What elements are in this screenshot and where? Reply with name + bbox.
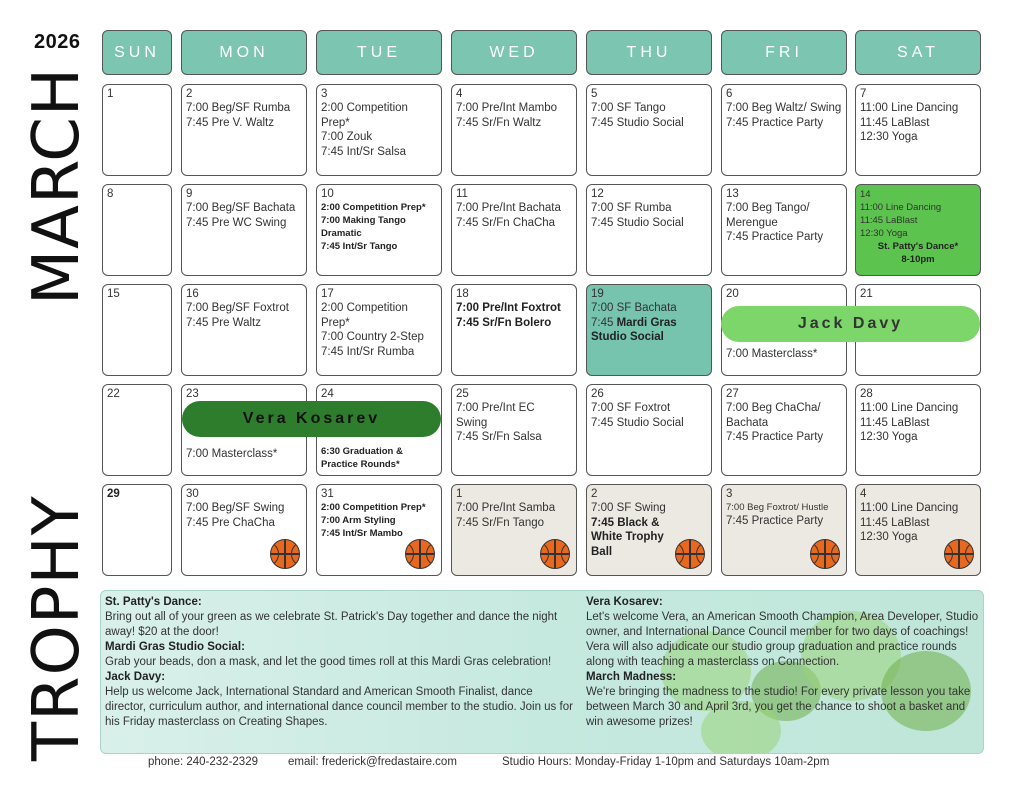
event-notes-panel [100,590,984,754]
day-cell-mar-16[interactable] [181,284,307,376]
event-item: 11:00 Line Dancing [860,102,959,114]
event-item: 7:45 Sr/Fn ChaCha [456,216,556,229]
event-item: 7:00 Beg/SF Foxtrot [186,302,289,314]
notes-left-column [105,595,575,730]
day-cell-mar-19[interactable] [586,284,712,376]
day-cell-apr-4[interactable] [855,484,981,576]
event-item: 2:00 Competition Prep* [321,302,408,329]
footer-email: email: frederick@fredastaire.com [288,756,457,768]
basketball-icon [270,539,300,569]
day-cell-mar-29[interactable] [102,484,172,576]
day-cell-mar-7[interactable] [855,84,981,176]
day-number: 23 [186,388,199,400]
event-item: 7:00 Beg Tango/ Merengue [726,202,810,229]
day-cell-mar-13[interactable] [721,184,847,276]
day-number: 15 [107,288,120,300]
year-label: 2026 [34,31,81,53]
event-item: 7:00 SF Foxtrot [591,402,671,414]
event-item: 2:00 Competition Prep* [321,502,426,513]
event-item: 11:45 LaBlast [860,116,930,129]
basketball-icon [810,539,840,569]
day-number: 5 [591,88,598,100]
day-header-sat: SAT [855,30,981,75]
day-number: 16 [186,288,199,300]
day-number: 24 [321,388,334,400]
guest-banner-jack-davy: Jack Davy [721,306,980,342]
day-number: 28 [860,388,873,400]
note-body: Grab your beads, don a mask, and let the good times roll at this Mardi Gras celebration! [105,656,552,668]
event-item: 7:00 Beg Waltz/ Swing [726,102,842,114]
day-header-mon: MON [181,30,307,75]
event-item: 7:45 Sr/Fn Tango [456,516,545,529]
day-cell-mar-26[interactable] [586,384,712,476]
note-title: March Madness: [586,671,677,683]
day-number: 13 [726,188,739,200]
day-cell-mar-11[interactable] [451,184,577,276]
basketball-icon [540,539,570,569]
basketball-icon [944,539,974,569]
day-number: 9 [186,188,193,200]
day-number: 26 [591,388,604,400]
day-cell-mar-6[interactable] [721,84,847,176]
event-item: 7:00 Masterclass* [726,348,818,360]
event-item: 7:00 Country 2-Step [321,331,424,343]
event-item: 7:00 Beg ChaCha/ Bachata [726,402,821,429]
note-body: Help us welcome Jack, International Standard and American Smooth Finalist, dance director, curriculum author, and international dance council member to the studio. Join us for his Friday masterclass on Creating Shapes. [105,686,573,728]
event-item: 11:00 Line Dancing [860,402,959,414]
day-number: 20 [726,288,739,300]
day-number: 14 [860,189,871,200]
day-cell-apr-3[interactable] [721,484,847,576]
day-number: 3 [321,88,328,100]
guest-banner-vera-kosarev: Vera Kosarev [182,401,441,437]
event-item: 7:45 Studio Social [591,216,684,229]
day-number: 2 [591,488,598,500]
day-header-fri: FRI [721,30,847,75]
day-number: 27 [726,388,739,400]
event-item: 11:45 LaBlast [860,215,918,226]
event-item: 7:45 Studio Social [591,416,684,429]
day-number: 10 [321,188,334,200]
event-item: 12:30 Yoga [860,431,918,443]
event-item: 7:45 Studio Social [591,116,684,129]
note-title: Vera Kosarev: [586,596,663,608]
event-item: 7:45 Sr/Fn Bolero [456,316,552,329]
day-cell-mar-30[interactable] [181,484,307,576]
event-item: 7:00 Masterclass* [186,448,278,460]
day-number: 6 [726,88,733,100]
event-item: 7:00 SF Bachata [591,302,677,314]
event-item: 7:45 Practice Party [726,515,824,527]
day-header-tue: TUE [316,30,442,75]
day-number: 19 [591,288,604,300]
day-number: 12 [591,188,604,200]
special-event-item [591,316,707,345]
event-item: 7:45 Int/Sr Rumba [321,345,415,358]
day-cell-mar-8[interactable] [102,184,172,276]
event-item: 7:00 Beg/SF Rumba [186,102,291,114]
brand-title: TROPHY [20,495,94,761]
event-item: 7:45 Sr/Fn Waltz [456,116,542,129]
day-header-wed: WED [451,30,577,75]
day-number: 22 [107,388,120,400]
event-item: 7:00 Beg/SF Swing [186,502,285,514]
event-item: 7:00 Making Tango Dramatic [321,215,406,239]
special-event-title: St. Patty's Dance* [877,241,959,252]
event-item: 11:45 LaBlast [860,516,930,529]
day-cell-mar-15[interactable] [102,284,172,376]
event-item: 7:45 Pre V. Waltz [186,116,274,129]
day-cell-mar-31[interactable] [316,484,442,576]
event-item: 7:00 Zouk [321,131,373,143]
day-cell-mar-27[interactable] [721,384,847,476]
day-number: 17 [321,288,334,300]
event-item: 7:00 Pre/Int EC Swing [456,402,535,429]
note-title: Mardi Gras Studio Social: [105,641,245,653]
day-header-sun: SUN [102,30,172,75]
note-body: Bring out all of your green as we celebrate St. Patrick's Day together and dance the night away! $20 at the door! [105,611,558,638]
day-number: 21 [860,288,873,300]
day-cell-mar-12[interactable] [586,184,712,276]
note-title: Jack Davy: [105,671,166,683]
event-item: 12:30 Yoga [860,131,918,143]
day-cell-mar-5[interactable] [586,84,712,176]
day-cell-mar-25[interactable] [451,384,577,476]
event-item: 7:45 Int/Sr Tango [321,241,398,252]
day-number: 4 [456,88,463,100]
event-item: 7:45 Pre WC Swing [186,216,287,229]
special-event-time: 7:45 [591,316,617,329]
event-item: 7:00 Arm Styling [321,515,396,526]
note-body: Let's welcome Vera, an American Smooth Champion, Area Developer, Studio owner, and International Dance Council member for two days of coachings! Vera will also adjudicate our studio group graduation and practice rounds along with teaching a masterclass on Connection. [586,611,979,668]
basketball-icon [405,539,435,569]
event-item: 7:45 Int/Sr Mambo [321,528,403,539]
event-item: 11:45 LaBlast [860,416,930,429]
day-cell-mar-2[interactable] [181,84,307,176]
event-item: 7:45 Pre ChaCha [186,516,275,529]
day-cell-apr-2[interactable] [586,484,712,576]
event-item: 7:45 Practice Party [726,231,824,243]
day-number: 7 [860,88,867,100]
event-item: 7:00 Pre/Int Mambo [456,102,557,114]
special-event-time: 8-10pm [901,254,935,265]
day-cell-mar-18[interactable] [451,284,577,376]
day-cell-mar-10[interactable] [316,184,442,276]
note-title: St. Patty's Dance: [105,596,202,608]
event-item: 7:00 Pre/Int Bachata [456,202,561,214]
event-item: 7:45 Int/Sr Salsa [321,145,407,158]
event-item: 12:30 Yoga [860,531,918,543]
day-number: 1 [107,88,114,100]
day-cell-mar-28[interactable] [855,384,981,476]
event-item: 11:00 Line Dancing [860,202,942,213]
event-item: 7:00 SF Swing [591,502,666,514]
event-item: 7:00 SF Tango [591,102,666,114]
day-number: 11 [456,188,468,200]
note-body: We're bringing the madness to the studio! For every private lesson you take between March 30 and April 3rd, you get the chance to shoot a basket and win awesome prizes! [586,686,971,728]
day-number: 4 [860,488,867,500]
special-event-title: Mardi Gras Studio Social [591,316,677,343]
day-number: 31 [321,488,334,500]
event-item: 7:45 Practice Party [726,116,824,129]
day-number: 18 [456,288,469,300]
day-number: 29 [107,488,120,500]
day-number: 8 [107,188,114,200]
event-item: 7:00 Beg Foxtrot/ Hustle [726,502,829,513]
day-number: 25 [456,388,469,400]
day-cell-mar-4[interactable] [451,84,577,176]
event-item: 7:45 Black & White Trophy Ball [591,516,664,558]
day-number: 3 [726,488,733,500]
notes-right-column [586,595,980,730]
day-number: 1 [456,488,463,500]
day-number: 30 [186,488,199,500]
day-cell-mar-9[interactable] [181,184,307,276]
event-item: 11:00 Line Dancing [860,502,959,514]
event-item: 12:30 Yoga [860,228,908,239]
event-item: 2:00 Competition Prep* [321,102,408,129]
footer-hours: Studio Hours: Monday-Friday 1-10pm and Saturdays 10am-2pm [502,756,830,768]
day-cell-mar-3[interactable] [316,84,442,176]
day-header-thu: THU [586,30,712,75]
event-item: 7:45 Pre Waltz [186,316,261,329]
day-cell-mar-14[interactable] [855,184,981,276]
event-item: 7:00 SF Rumba [591,202,672,214]
event-item: 7:45 Sr/Fn Salsa [456,431,542,443]
day-cell-mar-1[interactable] [102,84,172,176]
event-item: 7:00 Pre/Int Samba [456,502,556,514]
event-item: 6:30 Graduation & Practice Rounds* [321,446,403,470]
event-item: 7:00 Pre/Int Foxtrot [456,302,561,314]
day-cell-mar-22[interactable] [102,384,172,476]
event-item: 2:00 Competition Prep* [321,202,426,213]
day-number: 2 [186,88,193,100]
basketball-icon [675,539,705,569]
footer-phone: phone: 240-232-2329 [148,756,258,768]
event-item: 7:00 Beg/SF Bachata [186,202,296,214]
event-item: 7:45 Practice Party [726,431,824,443]
month-title: MARCH [20,66,94,306]
day-cell-apr-1[interactable] [451,484,577,576]
day-cell-mar-17[interactable] [316,284,442,376]
